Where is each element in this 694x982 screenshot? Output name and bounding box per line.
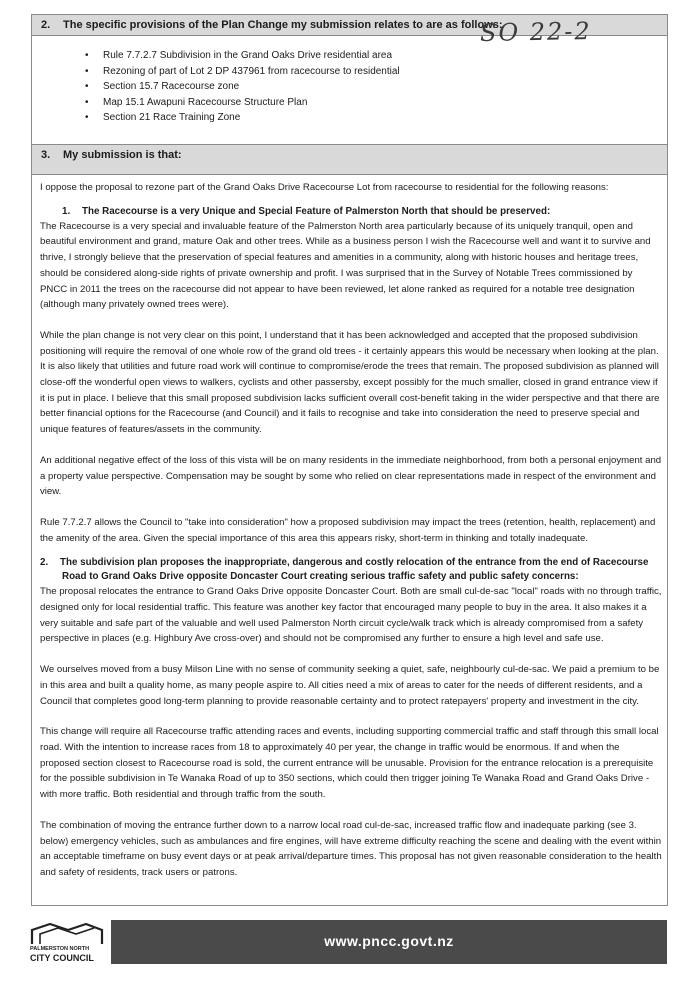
council-logo xyxy=(30,922,104,964)
point-2-heading xyxy=(40,556,662,584)
list-item: • Rezoning of part of Lot 2 DP 437961 from racecourse to residential xyxy=(82,64,400,80)
point-1-paragraph: Rule 7.7.2.7 allows the Council to "take into consideration" how a proposed subdivision may impact the trees (retention, health, replacement) and the amenity of the area. Given the special importance of this area this appears risky, short-term in thinking and totally inadequate. xyxy=(40,516,656,544)
section-2-title: The specific provisions of the Plan Change my submission relates to are as follows: xyxy=(63,19,503,31)
section-3-number: 3. xyxy=(41,149,51,161)
logo-line-1: PALMERSTON NORTH xyxy=(30,946,90,952)
point-2-paragraph: The proposal relocates the entrance to Grand Oaks Drive opposite Doncaster Court. Both are small cul-de-sac "local" roads with no through traffic, designed only for local residential traffic. This feature was another key factor that encouraged many people to buy in the area. It also makes it a very suitable and safe part of the valuable and well used Palmerston North circuit cycle/walk track which is already compromised from a safety perspective in places (e.g. Highbury Ave cross-over) and should not be compromised any further to ensure a high level and safe use. xyxy=(40,586,662,645)
point-2-heading-text: The subdivision plan proposes the inappropriate, dangerous and costly relocation of the entrance from the end of Racecourse Road to Grand Oaks Drive opposite Doncaster Court creating serious traffic safety and public safety concerns: xyxy=(60,557,649,583)
footer-bar xyxy=(111,920,667,964)
point-2-paragraph: We ourselves moved from a busy Milson Line with no sense of community seeking a quiet, safe, neighbourly cul-de-sac. We paid a premium to be in this area and built a quality home, as many people aspire to. All cities need a mix of areas to cater for the needs of different residents, and a Council that completes good long-term planning to provide reasonable certainty and to protect ratepayers' property and investment in the city. xyxy=(40,664,660,707)
footer-url[interactable]: www.pncc.govt.nz xyxy=(324,933,454,949)
point-2-paragraph: The combination of moving the entrance further down to a narrow local road cul-de-sac, increased traffic flow and inadequate parking (see 3. below) emergency vehicles, such as ambulances and fire engines, will have extreme difficulty reaching the scene and dealing with the event within an acceptable timeframe on busy event days or at peak arrival/departure times. This proposal has not given reasonable consideration to the health and safety of residents, track users or patrons. xyxy=(40,819,662,878)
provisions-list xyxy=(82,48,400,126)
council-logo-icon xyxy=(30,922,104,946)
point-1-paragraph: While the plan change is not very clear on this point, I understand that it has been acknowledged and accepted that the proposed subdivision positioning will require the removal of one whole row of the grand old trees - it certainly appears this would be necessary when looking at the plan. It is also likely that utilities and future road work will continue to compromise/erode the trees that remain. The proposed subdivision as planned will close-off the wonderful open views to walkers, cyclists and other passersby, except possibly for the much smaller, closed in grand entrance view if it is put in place. I believe that this small proposed subdivision lacks sufficient overall cost-benefit taking in the wider perspective and that there are better financial options for the Racecourse (and Council) and it fails to recognise and take into consideration the need to preserve special and unique features of features/assets in the community. xyxy=(40,329,660,436)
logo-line-2: CITY COUNCIL xyxy=(30,953,94,963)
page-footer xyxy=(24,920,669,966)
point-1-paragraph: The Racecourse is a very special and invaluable feature of the Palmerston North area particularly because of its uniquely tranquil, open and beautiful environment and grand, mature Oak and other trees. While as a business person I wish the Racecourse well and want it to survive and thrive, I strongly believe that the preservation of special features and amenities in a community, along with historic houses and heritage trees, should be considered along-side rights of private ownership and profit. I was surprised that in the Survey of Notable Trees commissioned by PNCC in 2011 the trees on the racecourse did not appear to have been reviewed, let alone ranked as required for a notable tree designation (although many privately owned trees were). xyxy=(40,220,651,311)
point-2-paragraph: This change will require all Racecourse traffic attending races and events, including supporting commercial traffic and staff through this small local road. With the intention to increase races from 18 to approximately 40 per year, the change in traffic would be enormous. If and when the proposed section closest to Racecourse road is sold, the current entrance will be unusable. Provision for the entrance relocation is a prerequisite for the possible subdivision in Te Wanaka Road of up to 350 sections, which could then trigger joining Te Wanaka Road and Grand Oaks Drive - with more traffic. Both residential and through traffic from the south. xyxy=(40,726,659,801)
handwritten-reference-stamp: SO 22-2 xyxy=(479,17,592,47)
point-1-heading-text: The Racecourse is a very Unique and Special Feature of Palmerston North that should be preserved: xyxy=(82,205,551,217)
intro-paragraph: I oppose the proposal to rezone part of the Grand Oaks Drive Racecourse Lot from racecourse to residential for the following reasons: xyxy=(40,182,609,193)
list-item: • Map 15.1 Awapuni Racecourse Structure Plan xyxy=(82,95,400,111)
section-3-body xyxy=(40,180,662,881)
section-3-title: My submission is that: xyxy=(63,149,182,161)
point-2-number: 2. xyxy=(40,557,49,569)
list-item: • Rule 7.7.2.7 Subdivision in the Grand Oaks Drive residential area xyxy=(82,48,400,64)
list-item: • Section 21 Race Training Zone xyxy=(82,110,400,126)
point-1-heading xyxy=(40,205,662,219)
section-3-header xyxy=(32,145,667,175)
section-2-number: 2. xyxy=(41,19,51,31)
list-item: • Section 15.7 Racecourse zone xyxy=(82,79,400,95)
point-1-number: 1. xyxy=(62,205,71,217)
point-1-paragraph: An additional negative effect of the loss of this vista will be on many residents in the immediate neighborhood, from both a personal enjoyment and a property value perspective. Compensation may be sought by some who relied on clear representations made in respect of the environment and view. xyxy=(40,454,662,498)
